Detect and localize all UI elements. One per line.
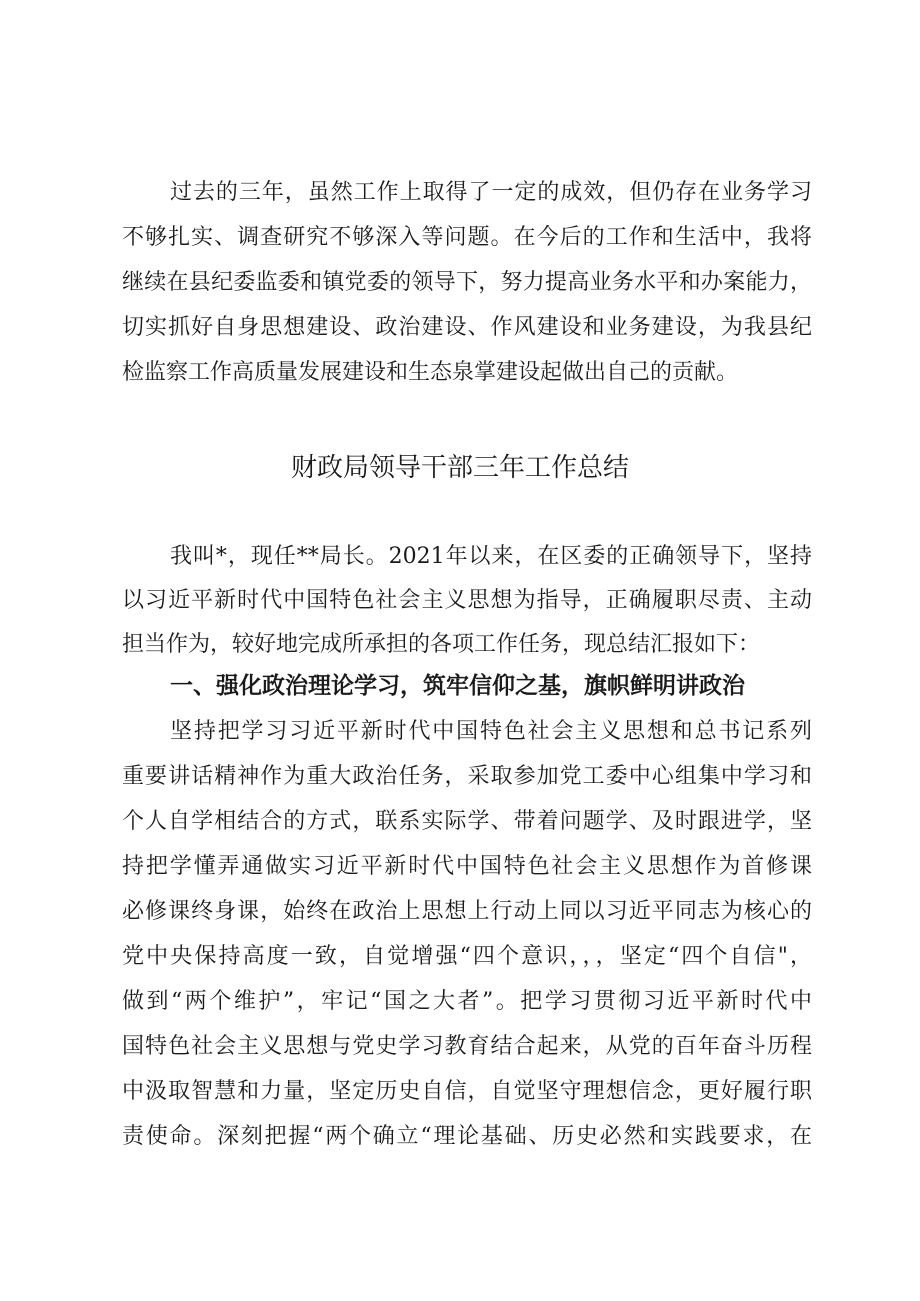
text-line: 坚持把学习习近平新时代中国特色社会主义思想和总书记系列 bbox=[170, 719, 812, 744]
text-line: 继续在县纪委监委和镇党委的领导下，努力提高业务水平和办案能力， bbox=[122, 270, 812, 295]
text-line: 党中央保持高度一致，自觉增强“四个意识，，，坚定“四个自信"， bbox=[122, 944, 812, 969]
text-line: 重要讲话精神作为重大政治任务，采取参加党工委中心组集中学习和 bbox=[122, 764, 812, 789]
text-line: 切实抓好自身思想建设、政治建设、作风建设和业务建设，为我县纪 bbox=[122, 315, 812, 340]
paragraph-intro bbox=[122, 535, 812, 667]
text-line: 中汲取智慧和力量，坚定历史自信，自觉坚守理想信念，更好履行职 bbox=[122, 1079, 812, 1104]
text-line: 持把学懂弄通做实习近平新时代中国特色社会主义思想作为首修课 bbox=[122, 854, 812, 879]
text-line: 以习近平新时代中国特色社会主义思想为指导，正确履职尽责、主动 bbox=[122, 588, 812, 613]
text-line: 个人自学相结合的方式，联系实际学、带着问题学、及时跟进学，坚 bbox=[122, 809, 812, 834]
text-line: 不够扎实、调查研究不够深入等问题。在今后的工作和生活中，我将 bbox=[122, 225, 812, 250]
text-line: 责使命。深刻把握“两个确立“理论基础、历史必然和实践要求，在 bbox=[122, 1124, 812, 1149]
section-heading: 一、强化政治理论学习，筑牢信仰之基，旗帜鲜明讲政治 bbox=[170, 673, 745, 699]
text-line: 国特色社会主义思想与党史学习教育结合起来，从党的百年奋斗历程 bbox=[122, 1034, 812, 1059]
paragraph-closing bbox=[122, 170, 812, 395]
paragraph-section-1 bbox=[122, 709, 812, 1159]
text-line: 过去的三年，虽然工作上取得了一定的成效，但仍存在业务学习 bbox=[170, 180, 812, 205]
document-title: 财政局领导干部三年工作总结 bbox=[290, 453, 629, 483]
text-line: 必修课终身课，始终在政治上思想上行动上同以习近平同志为核心的 bbox=[122, 899, 812, 924]
text-line: 担当作为，较好地完成所承担的各项工作任务，现总结汇报如下： bbox=[122, 632, 761, 657]
text-line: 我叫*，现任**局长。2021年以来，在区委的正确领导下，坚持 bbox=[170, 544, 812, 569]
text-line: 做到“两个维护”，牢记“国之大者”。把学习贯彻习近平新时代中 bbox=[122, 989, 812, 1014]
text-line: 检监察工作高质量发展建设和生态泉掌建设起做出自己的贡献。 bbox=[122, 360, 739, 385]
